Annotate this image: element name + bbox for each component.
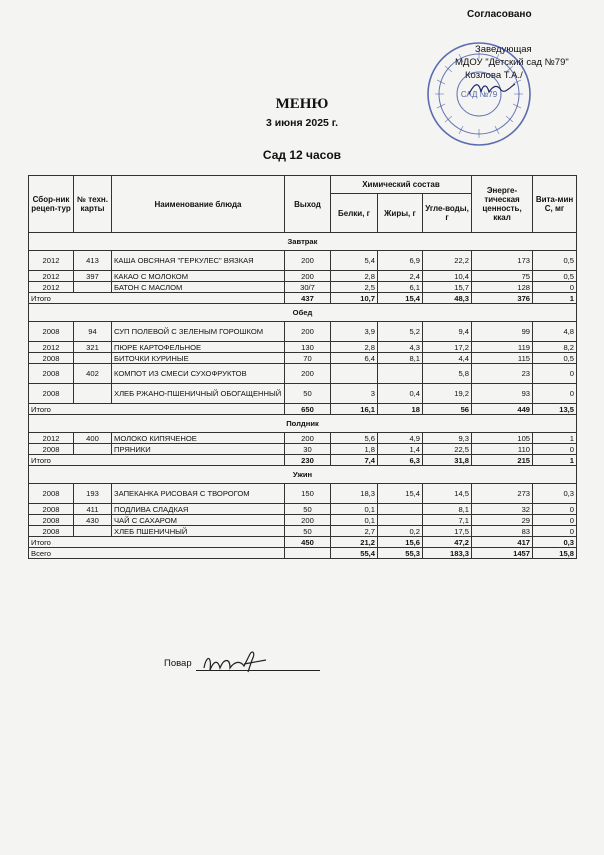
table-row bbox=[29, 342, 577, 353]
grand-total-fat: 55,3 bbox=[378, 548, 423, 559]
dish-yield: 30/7 bbox=[285, 282, 331, 293]
tech-card-number bbox=[74, 384, 112, 404]
menu-date: 3 июня 2025 г. bbox=[265, 117, 339, 129]
carbs-value: 19,2 bbox=[423, 384, 472, 404]
table-row bbox=[29, 384, 577, 404]
tech-card-number: 397 bbox=[74, 271, 112, 282]
tech-card-number: 402 bbox=[74, 364, 112, 384]
dish-yield: 150 bbox=[285, 484, 331, 504]
subtotal-yield: 230 bbox=[285, 455, 331, 466]
tech-card-number: 413 bbox=[74, 251, 112, 271]
dish-yield: 50 bbox=[285, 384, 331, 404]
grand-total-energy: 1457 bbox=[472, 548, 533, 559]
energy-value: 83 bbox=[472, 526, 533, 537]
dish-name: ПРЯНИКИ bbox=[112, 444, 285, 455]
protein-value: 3,9 bbox=[331, 322, 378, 342]
dish-name: ПЮРЕ КАРТОФЕЛЬНОЕ bbox=[112, 342, 285, 353]
vitamin-c-value: 0,3 bbox=[533, 484, 577, 504]
tech-card-number bbox=[74, 526, 112, 537]
cook-label: Повар bbox=[164, 658, 192, 669]
energy-value: 32 bbox=[472, 504, 533, 515]
approval-agreed: Согласовано bbox=[467, 9, 532, 20]
fat-value bbox=[378, 515, 423, 526]
fat-value: 0,4 bbox=[378, 384, 423, 404]
col-energy-header: Энерге-тическая ценность, ккал bbox=[472, 176, 533, 233]
energy-value: 115 bbox=[472, 353, 533, 364]
dish-yield: 200 bbox=[285, 433, 331, 444]
table-row bbox=[29, 271, 577, 282]
energy-value: 173 bbox=[472, 251, 533, 271]
dish-yield: 200 bbox=[285, 271, 331, 282]
section-title: Полдник bbox=[29, 415, 577, 433]
tech-card-number: 430 bbox=[74, 515, 112, 526]
subtotal-vitamin-c: 1 bbox=[533, 455, 577, 466]
recipe-collection: 2008 bbox=[29, 322, 74, 342]
approval-signer: Козлова Т.А./ bbox=[465, 70, 523, 81]
section-title: Ужин bbox=[29, 466, 577, 484]
carbs-value: 17,5 bbox=[423, 526, 472, 537]
fat-value bbox=[378, 504, 423, 515]
subtotal-yield: 437 bbox=[285, 293, 331, 304]
page-title: МЕНЮ bbox=[275, 96, 329, 112]
carbs-value: 7,1 bbox=[423, 515, 472, 526]
energy-value: 75 bbox=[472, 271, 533, 282]
fat-value: 5,2 bbox=[378, 322, 423, 342]
table-row bbox=[29, 353, 577, 364]
fat-value: 8,1 bbox=[378, 353, 423, 364]
fat-value: 2,4 bbox=[378, 271, 423, 282]
col-fat-header: Жиры, г bbox=[378, 194, 423, 233]
fat-value: 4,3 bbox=[378, 342, 423, 353]
col-card-header: № техн. карты bbox=[74, 176, 112, 233]
subtotal-carbs: 48,3 bbox=[423, 293, 472, 304]
protein-value: 5,4 bbox=[331, 251, 378, 271]
subtotal-label: Итого bbox=[29, 404, 285, 415]
vitamin-c-value: 1 bbox=[533, 433, 577, 444]
subtotal-yield: 450 bbox=[285, 537, 331, 548]
carbs-value: 17,2 bbox=[423, 342, 472, 353]
dish-name: ХЛЕБ РЖАНО-ПШЕНИЧНЫЙ ОБОГАЩЕННЫЙ bbox=[112, 384, 285, 404]
dish-name: БИТОЧКИ КУРИНЫЕ bbox=[112, 353, 285, 364]
energy-value: 128 bbox=[472, 282, 533, 293]
table-row bbox=[29, 526, 577, 537]
subtotal-energy: 215 bbox=[472, 455, 533, 466]
subtotal-label: Итого bbox=[29, 537, 285, 548]
col-carbs-header: Угле-воды, г bbox=[423, 194, 472, 233]
protein-value: 2,8 bbox=[331, 271, 378, 282]
energy-value: 105 bbox=[472, 433, 533, 444]
energy-value: 110 bbox=[472, 444, 533, 455]
recipe-collection: 2012 bbox=[29, 271, 74, 282]
recipe-collection: 2012 bbox=[29, 342, 74, 353]
tech-card-number: 400 bbox=[74, 433, 112, 444]
vitamin-c-value: 0 bbox=[533, 444, 577, 455]
table-row bbox=[29, 504, 577, 515]
tech-card-number bbox=[74, 444, 112, 455]
subtotal-protein: 21,2 bbox=[331, 537, 378, 548]
col-protein-header: Белки, г bbox=[331, 194, 378, 233]
subtotal-fat: 6,3 bbox=[378, 455, 423, 466]
carbs-value: 4,4 bbox=[423, 353, 472, 364]
dish-name: БАТОН С МАСЛОМ bbox=[112, 282, 285, 293]
subtotal-fat: 15,4 bbox=[378, 293, 423, 304]
tech-card-number: 94 bbox=[74, 322, 112, 342]
subtotal-fat: 15,6 bbox=[378, 537, 423, 548]
energy-value: 119 bbox=[472, 342, 533, 353]
dish-name: КОМПОТ ИЗ СМЕСИ СУХОФРУКТОВ bbox=[112, 364, 285, 384]
subtotal-energy: 417 bbox=[472, 537, 533, 548]
vitamin-c-value: 4,8 bbox=[533, 322, 577, 342]
fat-value bbox=[378, 364, 423, 384]
dish-yield: 70 bbox=[285, 353, 331, 364]
recipe-collection: 2008 bbox=[29, 384, 74, 404]
grand-total-vitamin-c: 15,8 bbox=[533, 548, 577, 559]
recipe-collection: 2008 bbox=[29, 526, 74, 537]
carbs-value: 8,1 bbox=[423, 504, 472, 515]
recipe-collection: 2012 bbox=[29, 433, 74, 444]
protein-value: 1,8 bbox=[331, 444, 378, 455]
energy-value: 23 bbox=[472, 364, 533, 384]
dish-yield: 200 bbox=[285, 515, 331, 526]
table-row bbox=[29, 282, 577, 293]
dish-yield: 130 bbox=[285, 342, 331, 353]
dish-name: КАКАО С МОЛОКОМ bbox=[112, 271, 285, 282]
tech-card-number: 321 bbox=[74, 342, 112, 353]
dish-name: ЗАПЕКАНКА РИСОВАЯ С ТВОРОГОМ bbox=[112, 484, 285, 504]
vitamin-c-value: 8,2 bbox=[533, 342, 577, 353]
table-row bbox=[29, 515, 577, 526]
fat-value: 0,2 bbox=[378, 526, 423, 537]
section-row bbox=[29, 466, 577, 484]
carbs-value: 14,5 bbox=[423, 484, 472, 504]
section-title: Обед bbox=[29, 304, 577, 322]
recipe-collection: 2008 bbox=[29, 504, 74, 515]
dish-name: СУП ПОЛЕВОЙ С ЗЕЛЕНЫМ ГОРОШКОМ bbox=[112, 322, 285, 342]
fat-value: 4,9 bbox=[378, 433, 423, 444]
fat-value: 6,1 bbox=[378, 282, 423, 293]
approval-position: Заведующая bbox=[475, 44, 532, 55]
protein-value: 6,4 bbox=[331, 353, 378, 364]
carbs-value: 5,8 bbox=[423, 364, 472, 384]
grand-total-yield bbox=[285, 548, 331, 559]
col-collection-header: Сбор-ник рецеп-тур bbox=[29, 176, 74, 233]
dish-yield: 30 bbox=[285, 444, 331, 455]
grand-total-label: Всего bbox=[29, 548, 285, 559]
subtotal-vitamin-c: 1 bbox=[533, 293, 577, 304]
protein-value: 18,3 bbox=[331, 484, 378, 504]
vitamin-c-value: 0 bbox=[533, 526, 577, 537]
energy-value: 29 bbox=[472, 515, 533, 526]
protein-value: 5,6 bbox=[331, 433, 378, 444]
subtotal-row bbox=[29, 537, 577, 548]
subtotal-carbs: 47,2 bbox=[423, 537, 472, 548]
energy-value: 93 bbox=[472, 384, 533, 404]
vitamin-c-value: 0 bbox=[533, 282, 577, 293]
subtotal-label: Итого bbox=[29, 455, 285, 466]
carbs-value: 22,2 bbox=[423, 251, 472, 271]
cook-signature bbox=[200, 648, 270, 676]
dish-name: ПОДЛИВА СЛАДКАЯ bbox=[112, 504, 285, 515]
protein-value bbox=[331, 364, 378, 384]
energy-value: 99 bbox=[472, 322, 533, 342]
subtotal-carbs: 31,8 bbox=[423, 455, 472, 466]
menu-table-body bbox=[29, 233, 577, 559]
protein-value: 2,8 bbox=[331, 342, 378, 353]
col-vitc-header: Вита-мин С, мг bbox=[533, 176, 577, 233]
carbs-value: 10,4 bbox=[423, 271, 472, 282]
col-yield-header: Выход bbox=[285, 176, 331, 233]
dish-yield: 200 bbox=[285, 364, 331, 384]
dish-yield: 50 bbox=[285, 504, 331, 515]
protein-value: 2,7 bbox=[331, 526, 378, 537]
table-row bbox=[29, 364, 577, 384]
table-row bbox=[29, 444, 577, 455]
fat-value: 1,4 bbox=[378, 444, 423, 455]
fat-value: 6,9 bbox=[378, 251, 423, 271]
carbs-value: 9,3 bbox=[423, 433, 472, 444]
vitamin-c-value: 0,5 bbox=[533, 353, 577, 364]
recipe-collection: 2008 bbox=[29, 515, 74, 526]
menu-table bbox=[28, 175, 577, 559]
protein-value: 3 bbox=[331, 384, 378, 404]
dish-name: МОЛОКО КИПЯЧЕНОЕ bbox=[112, 433, 285, 444]
tech-card-number: 411 bbox=[74, 504, 112, 515]
carbs-value: 15,7 bbox=[423, 282, 472, 293]
dish-name: КАША ОВСЯНАЯ "ГЕРКУЛЕС" ВЯЗКАЯ bbox=[112, 251, 285, 271]
subtotal-energy: 449 bbox=[472, 404, 533, 415]
vitamin-c-value: 0 bbox=[533, 504, 577, 515]
fat-value: 15,4 bbox=[378, 484, 423, 504]
stamp-text: САД №79 bbox=[460, 90, 498, 99]
subtotal-protein: 16,1 bbox=[331, 404, 378, 415]
subtotal-row bbox=[29, 404, 577, 415]
table-row bbox=[29, 251, 577, 271]
dish-yield: 200 bbox=[285, 251, 331, 271]
dish-name: ХЛЕБ ПШЕНИЧНЫЙ bbox=[112, 526, 285, 537]
dish-name: ЧАЙ С САХАРОМ bbox=[112, 515, 285, 526]
menu-subtitle: Сад 12 часов bbox=[262, 148, 342, 162]
section-row bbox=[29, 304, 577, 322]
protein-value: 0,1 bbox=[331, 515, 378, 526]
recipe-collection: 2012 bbox=[29, 282, 74, 293]
subtotal-label: Итого bbox=[29, 293, 285, 304]
tech-card-number bbox=[74, 282, 112, 293]
subtotal-protein: 10,7 bbox=[331, 293, 378, 304]
recipe-collection: 2012 bbox=[29, 251, 74, 271]
subtotal-energy: 376 bbox=[472, 293, 533, 304]
carbs-value: 9,4 bbox=[423, 322, 472, 342]
grand-total-protein: 55,4 bbox=[331, 548, 378, 559]
protein-value: 0,1 bbox=[331, 504, 378, 515]
subtotal-fat: 18 bbox=[378, 404, 423, 415]
dish-yield: 200 bbox=[285, 322, 331, 342]
approval-org: МДОУ "Детский сад №79" bbox=[455, 57, 569, 68]
subtotal-row bbox=[29, 293, 577, 304]
subtotal-carbs: 56 bbox=[423, 404, 472, 415]
subtotal-protein: 7,4 bbox=[331, 455, 378, 466]
vitamin-c-value: 0,5 bbox=[533, 251, 577, 271]
subtotal-vitamin-c: 0,3 bbox=[533, 537, 577, 548]
energy-value: 273 bbox=[472, 484, 533, 504]
vitamin-c-value: 0,5 bbox=[533, 271, 577, 282]
subtotal-vitamin-c: 13,5 bbox=[533, 404, 577, 415]
section-row bbox=[29, 233, 577, 251]
subtotal-yield: 650 bbox=[285, 404, 331, 415]
recipe-collection: 2008 bbox=[29, 484, 74, 504]
vitamin-c-value: 0 bbox=[533, 515, 577, 526]
subtotal-row bbox=[29, 455, 577, 466]
carbs-value: 22,5 bbox=[423, 444, 472, 455]
table-row bbox=[29, 433, 577, 444]
protein-value: 2,5 bbox=[331, 282, 378, 293]
section-row bbox=[29, 415, 577, 433]
col-chem-header: Химический состав bbox=[331, 176, 472, 194]
recipe-collection: 2008 bbox=[29, 364, 74, 384]
recipe-collection: 2008 bbox=[29, 353, 74, 364]
vitamin-c-value: 0 bbox=[533, 384, 577, 404]
tech-card-number: 193 bbox=[74, 484, 112, 504]
grand-total-row bbox=[29, 548, 577, 559]
dish-yield: 50 bbox=[285, 526, 331, 537]
grand-total-carbs: 183,3 bbox=[423, 548, 472, 559]
col-name-header: Наименование блюда bbox=[112, 176, 285, 233]
section-title: Завтрак bbox=[29, 233, 577, 251]
vitamin-c-value: 0 bbox=[533, 364, 577, 384]
table-row bbox=[29, 484, 577, 504]
tech-card-number bbox=[74, 353, 112, 364]
recipe-collection: 2008 bbox=[29, 444, 74, 455]
table-row bbox=[29, 322, 577, 342]
